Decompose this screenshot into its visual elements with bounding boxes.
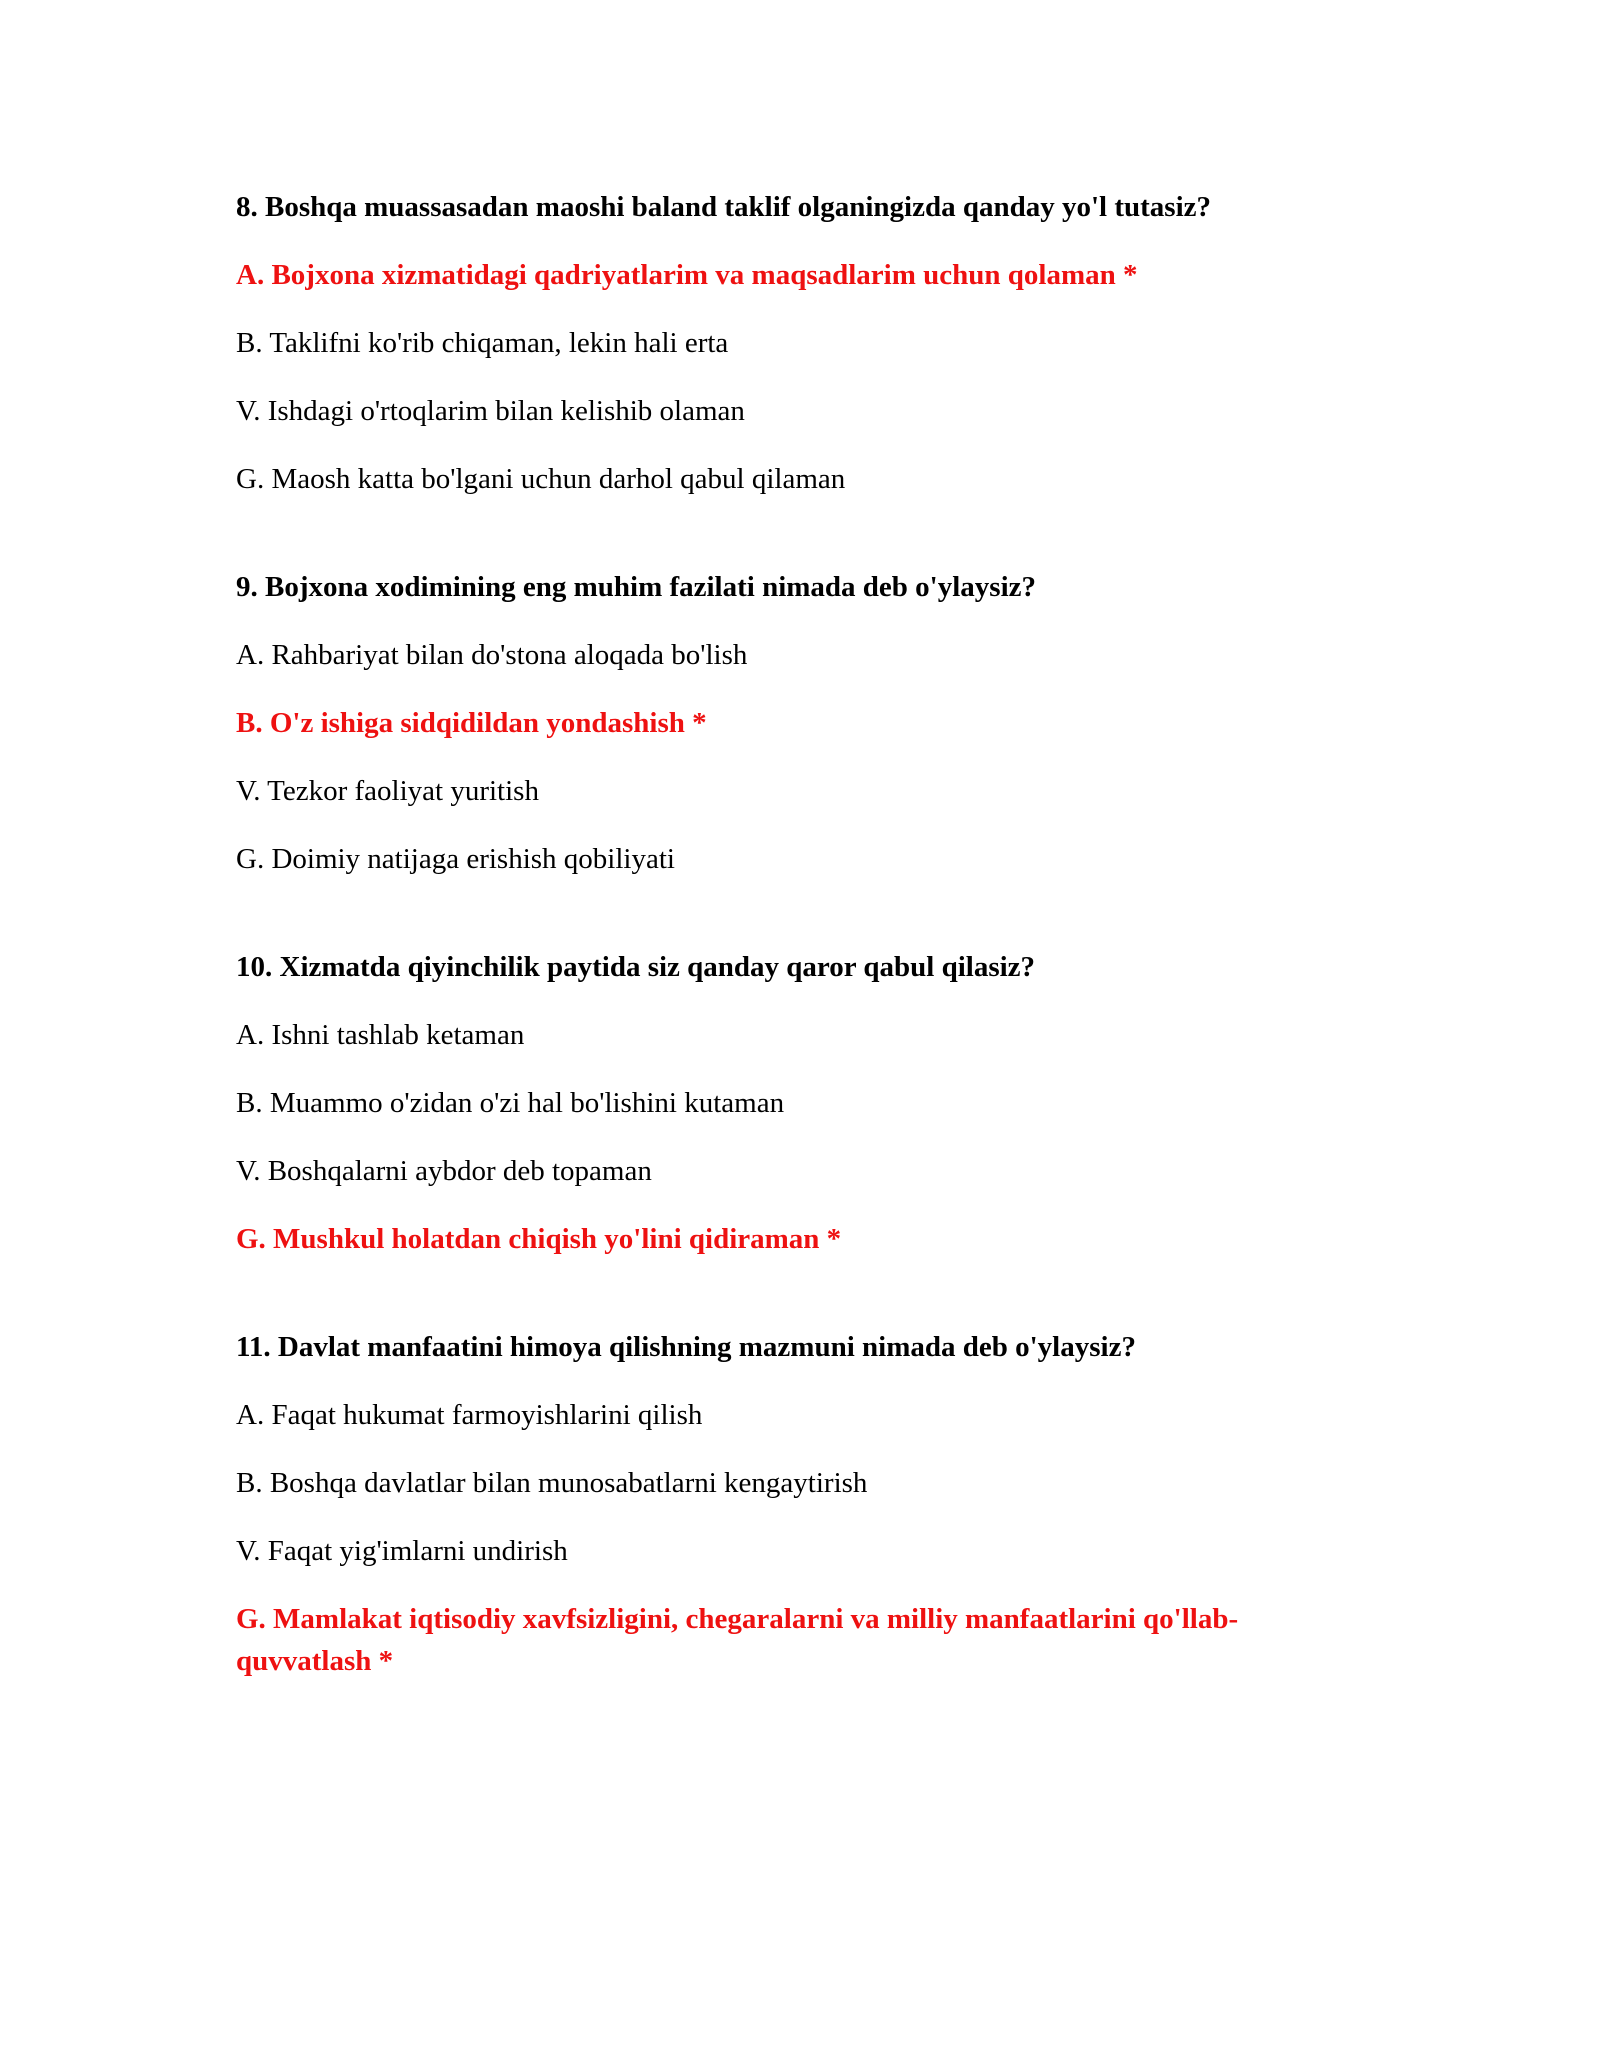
answer-option-correct: A. Bojxona xizmatidagi qadriyatlarim va maqsadlarim uchun qolaman *: [236, 259, 1138, 291]
answer-option-correct: B. O'z ishiga sidqidildan yondashish *: [236, 707, 707, 739]
answer-option: V. Boshqalarni aybdor deb topaman: [236, 1155, 652, 1187]
question-text: 8. Boshqa muassasadan maoshi baland taklif olganingizda qanday yo'l tutasiz?: [236, 191, 1211, 223]
answer-option: V. Tezkor faoliyat yuritish: [236, 775, 539, 807]
answer-option: G. Doimiy natijaga erishish qobiliyati: [236, 843, 675, 875]
question-text: 10. Xizmatda qiyinchilik paytida siz qanday qaror qabul qilasiz?: [236, 951, 1036, 983]
answer-option: B. Muammo o'zidan o'zi hal bo'lishini kutaman: [236, 1087, 785, 1119]
answer-option: B. Taklifni ko'rib chiqaman, lekin hali erta: [236, 327, 729, 359]
question-10: [236, 946, 1366, 1260]
answer-option-correct: G. Mamlakat iqtisodiy xavfsizligini, chegaralarni va milliy manfaatlarini qo'llab-quvvatlash *: [236, 1603, 1239, 1677]
question-9: [236, 566, 1366, 880]
document-page: [236, 186, 1366, 1748]
answer-option: A. Faqat hukumat farmoyishlarini qilish: [236, 1399, 703, 1431]
question-11: [236, 1326, 1366, 1682]
answer-option: V. Faqat yig'imlarni undirish: [236, 1535, 568, 1567]
answer-option: G. Maosh katta bo'lgani uchun darhol qabul qilaman: [236, 463, 846, 495]
question-text: 9. Bojxona xodimining eng muhim fazilati nimada deb o'ylaysiz?: [236, 571, 1037, 603]
question-8: [236, 186, 1366, 500]
answer-option: V. Ishdagi o'rtoqlarim bilan kelishib olaman: [236, 395, 745, 427]
question-text: 11. Davlat manfaatini himoya qilishning mazmuni nimada deb o'ylaysiz?: [236, 1331, 1136, 1363]
answer-option-correct: G. Mushkul holatdan chiqish yo'lini qidiraman *: [236, 1223, 842, 1255]
answer-option: B. Boshqa davlatlar bilan munosabatlarni kengaytirish: [236, 1467, 868, 1499]
answer-option: A. Rahbariyat bilan do'stona aloqada bo'lish: [236, 639, 748, 671]
answer-option: A. Ishni tashlab ketaman: [236, 1019, 525, 1051]
